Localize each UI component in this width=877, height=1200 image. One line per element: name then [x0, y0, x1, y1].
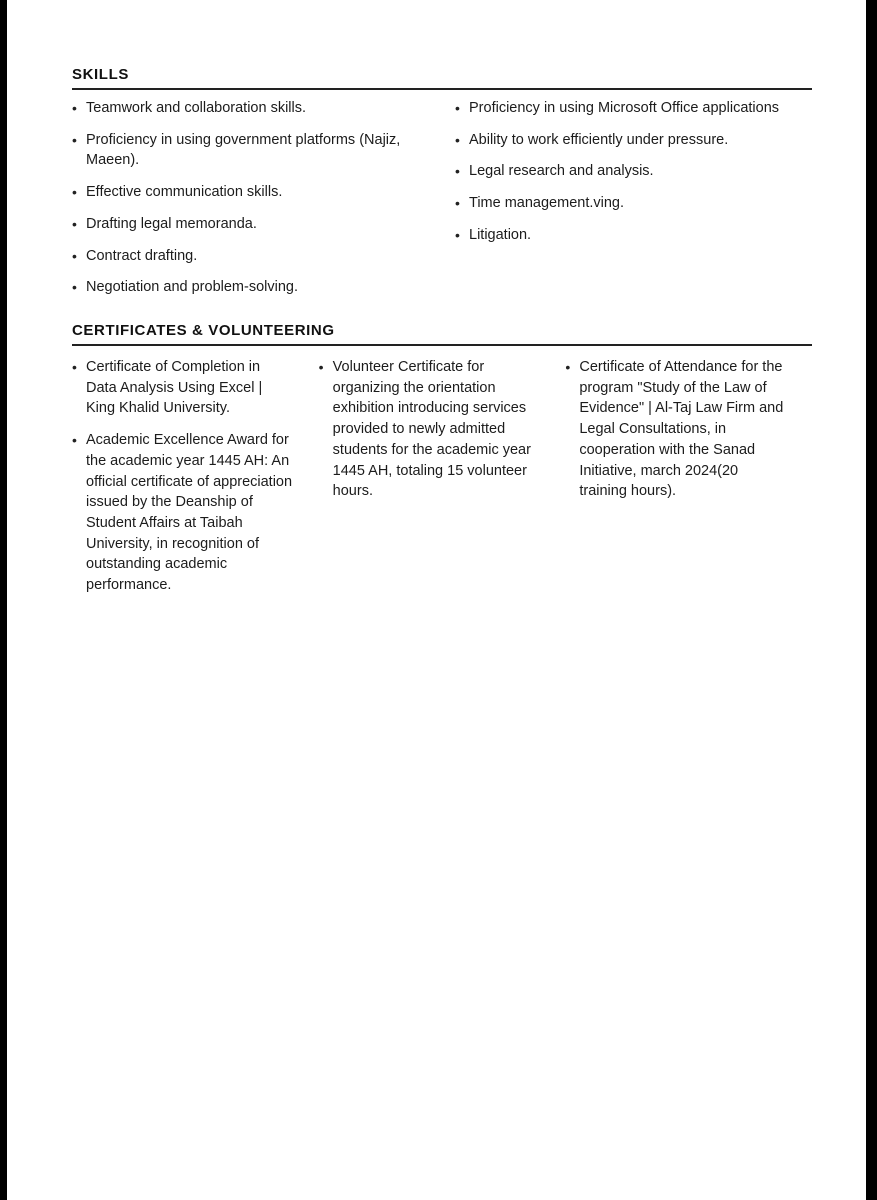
certificates-column-2 — [319, 357, 566, 607]
skills-list-left — [72, 98, 455, 298]
certificate-item: • Volunteer Certificate for organizing the orientation exhibition introducing services provided to newly admitted students for the academic year 1445 AH, totaling 15 volunteer hours. — [319, 357, 541, 502]
skill-item: • Negotiation and problem-solving. — [72, 277, 455, 298]
certificate-item: • Academic Excellence Award for the academic year 1445 AH: An official certificate of appreciation issued by the Deanship of Student Affairs at Taibah University, in recognition of outstanding academic performance. — [72, 430, 294, 596]
certificates-list-3 — [565, 357, 787, 502]
skills-heading: SKILLS — [72, 66, 812, 90]
skills-section — [72, 66, 812, 309]
skill-item: • Time management.ving. — [455, 193, 812, 214]
skill-item: • Proficiency in using government platforms (Najiz, Maeen). — [72, 130, 455, 171]
resume-page — [7, 0, 866, 1200]
certificate-item: • Certificate of Attendance for the program "Study of the Law of Evidence" | Al-Taj Law Firm and Legal Consultations, in cooperation with the Sanad Initiative, march 2024(20 training hours). — [565, 357, 787, 502]
skill-item: • Litigation. — [455, 225, 812, 246]
skill-item: • Teamwork and collaboration skills. — [72, 98, 455, 119]
skill-item: • Ability to work efficiently under pressure. — [455, 130, 812, 151]
skills-list-right — [455, 98, 812, 246]
certificates-list-1 — [72, 357, 294, 596]
skill-item: • Proficiency in using Microsoft Office applications — [455, 98, 812, 119]
skill-item: • Drafting legal memoranda. — [72, 214, 455, 235]
certificates-column-1 — [72, 357, 319, 607]
skill-item: • Contract drafting. — [72, 246, 455, 267]
certificates-column-3 — [565, 357, 812, 607]
certificates-list-2 — [319, 357, 541, 502]
skills-column-left — [72, 98, 455, 309]
certificates-columns — [72, 357, 812, 607]
skills-column-right — [455, 98, 812, 309]
certificates-section — [72, 322, 812, 607]
skill-item: • Legal research and analysis. — [455, 161, 812, 182]
certificate-item: • Certificate of Completion in Data Analysis Using Excel | King Khalid University. — [72, 357, 294, 419]
skill-item: • Effective communication skills. — [72, 182, 455, 203]
skills-columns — [72, 98, 812, 309]
certificates-heading: CERTIFICATES & VOLUNTEERING — [72, 322, 812, 346]
